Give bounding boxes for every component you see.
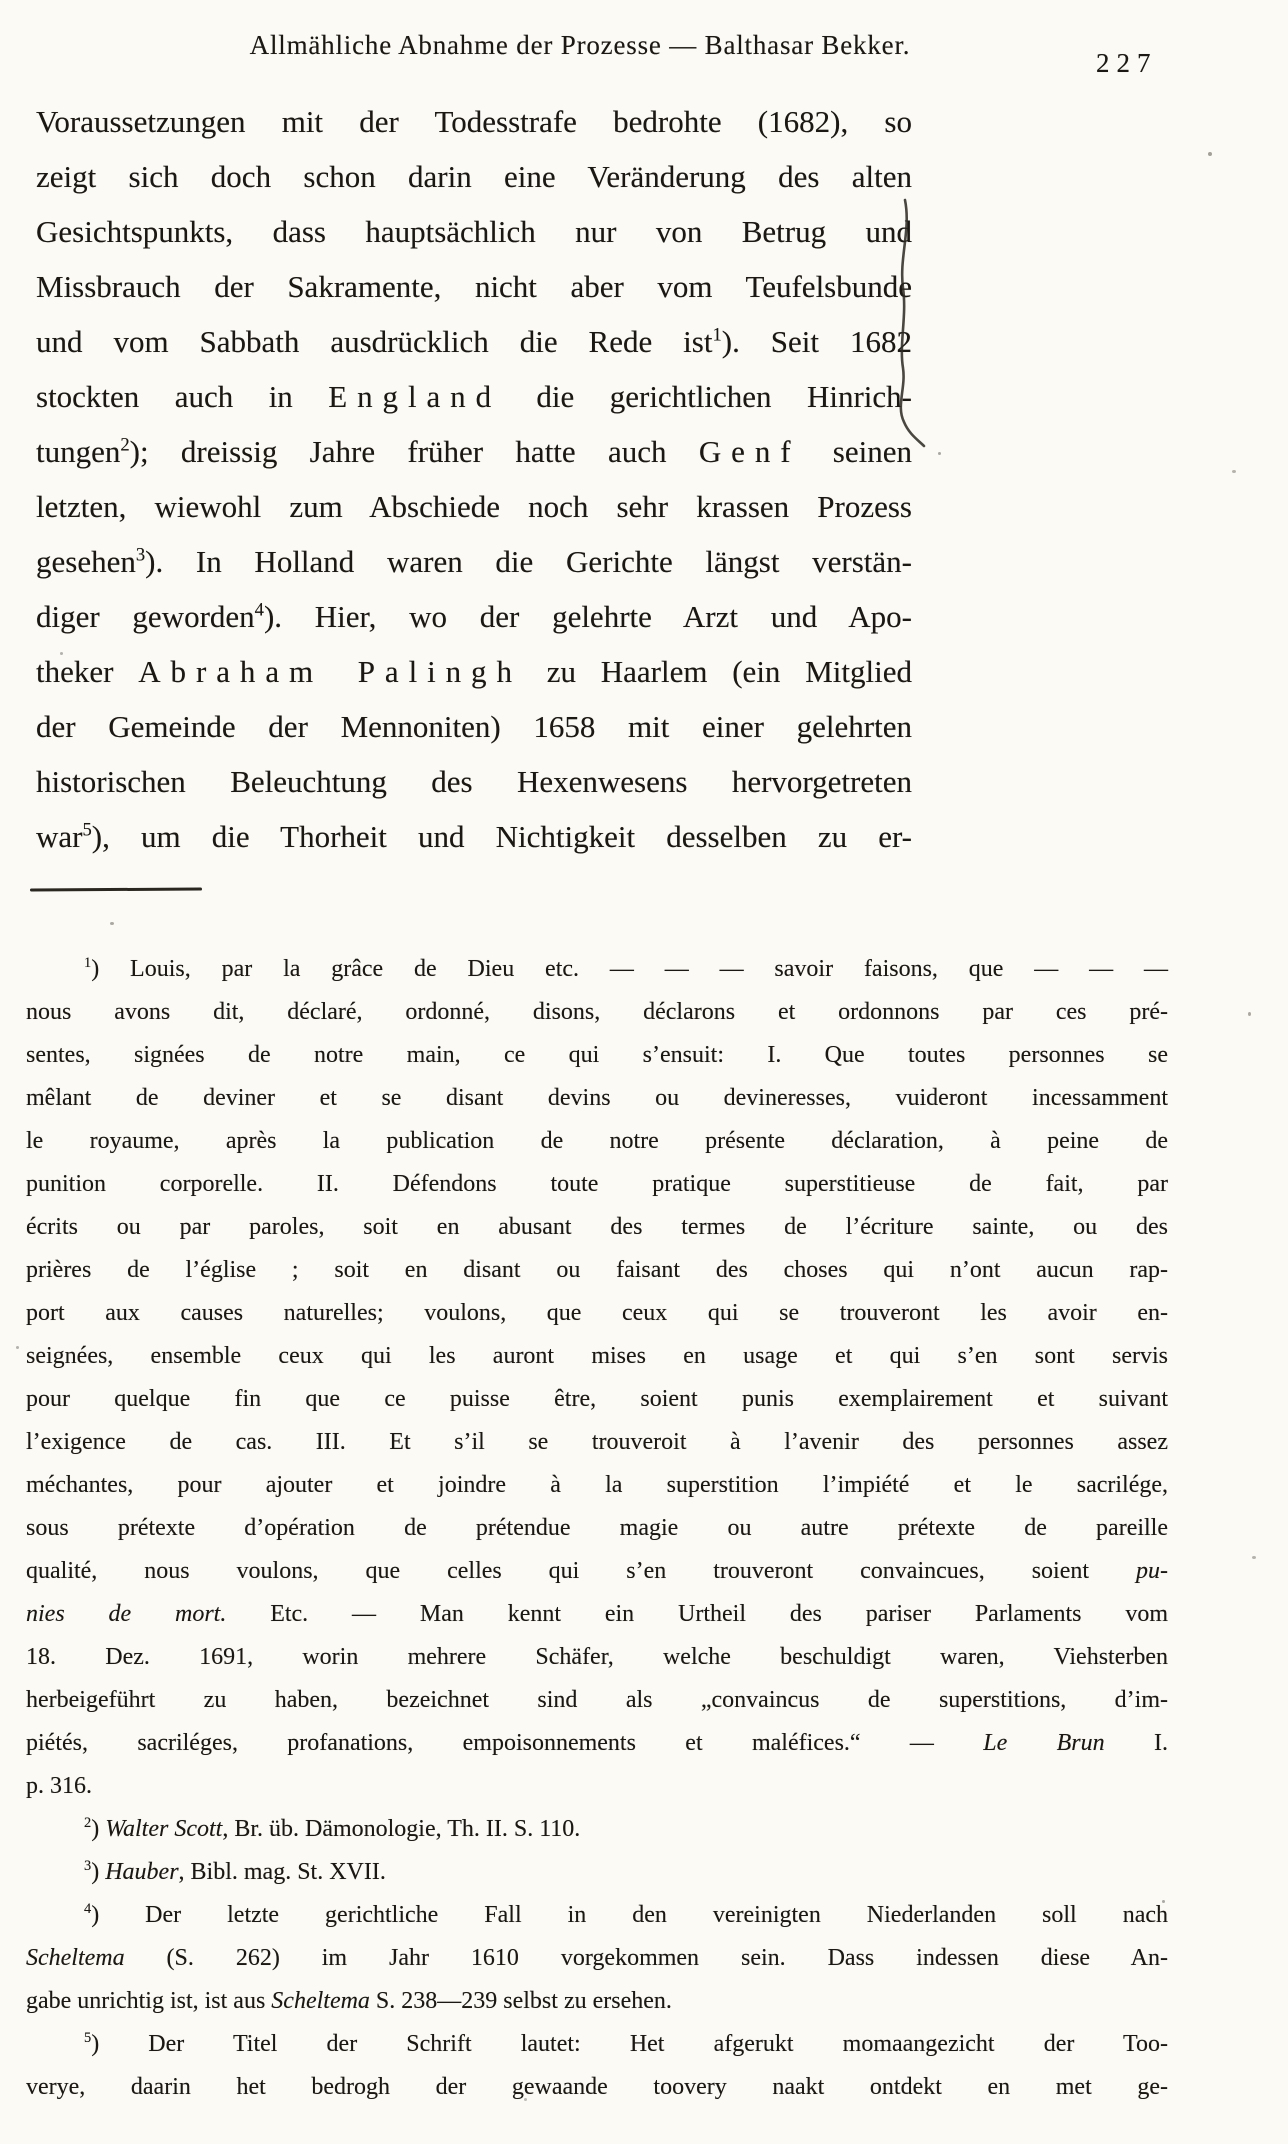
scan-speck <box>1248 1012 1251 1016</box>
text-segment: der Gemeinde der Mennoniten) 1658 mit einer gelehrten <box>36 709 912 744</box>
text-line <box>26 1206 1168 1249</box>
text-segment: ), um die Thorheit und Nichtigkeit desselben zu er- <box>91 819 912 854</box>
scan-speck <box>1252 1556 1256 1559</box>
text-line <box>36 94 912 149</box>
text-segment: stockten auch in <box>36 379 329 414</box>
footnote-marker: 5 <box>84 2030 92 2046</box>
text-segment: qualité, nous voulons, que celles qui s’en trouveront convaincues, soient <box>26 1558 1136 1584</box>
text-line <box>26 1550 1168 1593</box>
text-line <box>36 644 912 699</box>
text-line <box>26 1292 1168 1335</box>
footnote-marker: 3 <box>84 1858 92 1874</box>
footnote-marker: 4 <box>254 599 264 621</box>
text-segment: ) <box>91 1816 106 1842</box>
text-segment: Voraussetzungen mit der Todesstrafe bedrohte (1682), so <box>36 104 912 139</box>
text-segment: herbeigeführt zu haben, bezeichnet sind als „convaincus de superstitions, d’im- <box>26 1687 1168 1713</box>
text-line <box>26 1765 1168 1808</box>
text-segment: ) Der Titel der Schrift lautet: Het afgerukt momaangezicht der Too- <box>91 2031 1168 2057</box>
text-segment: ) Louis, par la grâce de Dieu etc. — — — savoir faisons, que — — — <box>91 956 1168 982</box>
text-segment: S. 238—239 selbst zu ersehen. <box>369 1988 672 2014</box>
text-segment: Genf <box>698 434 801 469</box>
text-segment: ). Hier, wo der gelehrte Arzt und Apo- <box>263 599 912 634</box>
text-line <box>26 2066 1168 2109</box>
text-segment: Walter Scott <box>105 1816 223 1842</box>
text-line <box>26 1464 1168 1507</box>
text-line <box>36 259 912 314</box>
text-line <box>36 809 912 864</box>
text-segment: historischen Beleuchtung des Hexenwesens hervorgetreten <box>36 764 912 799</box>
text-line <box>36 424 912 479</box>
text-segment: ) <box>91 1859 106 1885</box>
text-line <box>26 948 1168 991</box>
text-line <box>36 204 912 259</box>
text-line <box>26 1636 1168 1679</box>
scan-speck <box>1162 1900 1165 1903</box>
footnote-separator <box>30 888 202 892</box>
text-line <box>26 1249 1168 1292</box>
text-segment: piétés, sacriléges, profanations, empoisonnements et maléfices.“ — <box>26 1730 984 1756</box>
text-segment: Scheltema <box>271 1988 370 2014</box>
text-segment: seinen <box>800 434 912 469</box>
text-segment: nous avons dit, déclaré, ordonné, disons, déclarons et ordonnons par ces pré- <box>26 999 1168 1025</box>
text-line <box>36 149 912 204</box>
scan-speck <box>1208 152 1212 156</box>
text-line <box>36 699 912 754</box>
text-line <box>26 1851 1168 1894</box>
text-segment: ). Seit 1682 <box>721 324 912 359</box>
footnotes <box>26 948 1168 2109</box>
text-line <box>26 1507 1168 1550</box>
scan-speck <box>524 2098 527 2101</box>
text-segment: theker <box>36 654 139 689</box>
footnote-marker: 1 <box>84 955 92 971</box>
text-segment: , Bibl. mag. St. XVII. <box>178 1859 386 1885</box>
text-line <box>26 2023 1168 2066</box>
text-segment: nies de mort. <box>26 1601 227 1627</box>
text-segment: und vom Sabbath ausdrücklich die Rede ist <box>36 324 713 359</box>
text-segment: letzten, wiewohl zum Abschiede noch sehr krassen Prozess <box>36 489 912 524</box>
text-line <box>26 1679 1168 1722</box>
text-segment: war <box>36 819 83 854</box>
text-segment: Etc. — Man kennt ein Urtheil des pariser Parlaments vom <box>226 1601 1168 1627</box>
text-segment: Hauber <box>105 1859 179 1885</box>
text-segment: sous prétexte d’opération de prétendue magie ou autre prétexte de pareille <box>26 1515 1168 1541</box>
running-header <box>80 30 1080 61</box>
text-line <box>36 479 912 534</box>
text-line <box>26 1421 1168 1464</box>
text-line <box>26 991 1168 1034</box>
text-line <box>26 1034 1168 1077</box>
text-line <box>26 1120 1168 1163</box>
text-line <box>26 1894 1168 1937</box>
text-segment: diger geworden <box>36 599 255 634</box>
page-title: Allmähliche Abnahme der Prozesse — Balthasar Bekker. <box>249 30 911 60</box>
text-segment: seignées, ensemble ceux qui les auront mises en usage et qui s’en sont servis <box>26 1343 1168 1369</box>
text-segment: England <box>328 379 501 414</box>
text-segment: ) Der letzte gerichtliche Fall in den vereinigten Niederlanden soll nach <box>91 1902 1168 1928</box>
scan-speck <box>1232 470 1236 473</box>
text-segment: (S. 262) im Jahr 1610 vorgekommen sein. Dass indessen diese An- <box>124 1945 1168 1971</box>
text-segment: die gerichtlichen Hinrich- <box>501 379 912 414</box>
text-line <box>36 534 912 589</box>
text-segment: Abraham Palingh <box>138 654 522 689</box>
text-line <box>26 1077 1168 1120</box>
text-line <box>26 1937 1168 1980</box>
text-line <box>26 1722 1168 1765</box>
text-line <box>36 754 912 809</box>
scan-speck <box>110 922 114 925</box>
page-number: 227 <box>1096 48 1158 78</box>
text-segment: pu- <box>1136 1558 1168 1584</box>
text-segment: pour quelque fin que ce puisse être, soient punis exemplairement et suivant <box>26 1386 1168 1412</box>
text-line <box>26 1378 1168 1421</box>
text-line <box>36 589 912 644</box>
text-segment: p. 316. <box>26 1773 92 1799</box>
text-segment: gesehen <box>36 544 136 579</box>
text-segment: port aux causes naturelles; voulons, que ceux qui se trouveront les avoir en- <box>26 1300 1168 1326</box>
main-text <box>36 94 912 864</box>
text-segment: 18. Dez. 1691, worin mehrere Schäfer, welche beschuldigt waren, Viehsterben <box>26 1644 1168 1670</box>
text-segment: sentes, signées de notre main, ce qui s’ensuit: I. Que toutes personnes se <box>26 1042 1168 1068</box>
text-segment: , Br. üb. Dämonologie, Th. II. S. 110. <box>222 1816 581 1842</box>
text-line <box>26 1593 1168 1636</box>
text-line <box>26 1808 1168 1851</box>
text-segment: écrits ou par paroles, soit en abusant des termes de l’écriture sainte, ou des <box>26 1214 1168 1240</box>
text-segment: punition corporelle. II. Défendons toute pratique superstitieuse de fait, par <box>26 1171 1168 1197</box>
text-segment: prières de l’église ; soit en disant ou faisant des choses qui n’ont aucun rap- <box>26 1257 1168 1283</box>
footnote-marker: 3 <box>135 544 146 566</box>
text-segment: gabe unrichtig ist, ist aus <box>26 1988 272 2014</box>
text-segment: Gesichtspunkts, dass hauptsächlich nur von Betrug und <box>36 214 912 249</box>
text-segment: mêlant de deviner et se disant devins ou devineresses, vuideront incessamment <box>26 1085 1168 1111</box>
text-segment: l’exigence de cas. III. Et s’il se trouveroit à l’avenir des personnes assez <box>26 1429 1168 1455</box>
text-line <box>36 314 912 369</box>
text-segment: I. <box>1104 1730 1168 1756</box>
text-line <box>36 369 912 424</box>
text-segment: tungen <box>36 434 121 469</box>
footnote-marker: 5 <box>82 819 92 841</box>
text-segment: méchantes, pour ajouter et joindre à la superstition l’impiété et le sacrilége, <box>26 1472 1168 1498</box>
margin-pencil-mark <box>893 196 933 452</box>
footnote-marker: 2 <box>120 434 130 456</box>
text-segment: Missbrauch der Sakramente, nicht aber vom Teufelsbunde <box>36 269 912 304</box>
text-segment: Scheltema <box>26 1945 125 1971</box>
text-segment: zeigt sich doch schon darin eine Veränderung des alten <box>36 159 912 194</box>
text-line <box>26 1980 1168 2023</box>
text-segment: Le Brun <box>983 1730 1105 1756</box>
footnote-marker: 2 <box>84 1815 92 1831</box>
scan-speck <box>60 652 63 655</box>
text-segment: le royaume, après la publication de notre présente déclaration, à peine de <box>26 1128 1168 1154</box>
text-segment: ). In Holland waren die Gerichte längst verstän- <box>145 544 912 579</box>
text-segment: verye, daarin het bedrogh der gewaande toovery naakt ontdekt en met ge- <box>26 2074 1168 2100</box>
text-segment: ); dreissig Jahre früher hatte auch <box>129 434 699 469</box>
text-segment: zu Haarlem (ein Mitglied <box>521 654 912 689</box>
scan-speck <box>938 452 941 455</box>
footnote-marker: 1 <box>712 324 722 346</box>
text-line <box>26 1163 1168 1206</box>
footnote-marker: 4 <box>84 1901 92 1917</box>
text-line <box>26 1335 1168 1378</box>
scan-speck <box>16 1346 19 1349</box>
